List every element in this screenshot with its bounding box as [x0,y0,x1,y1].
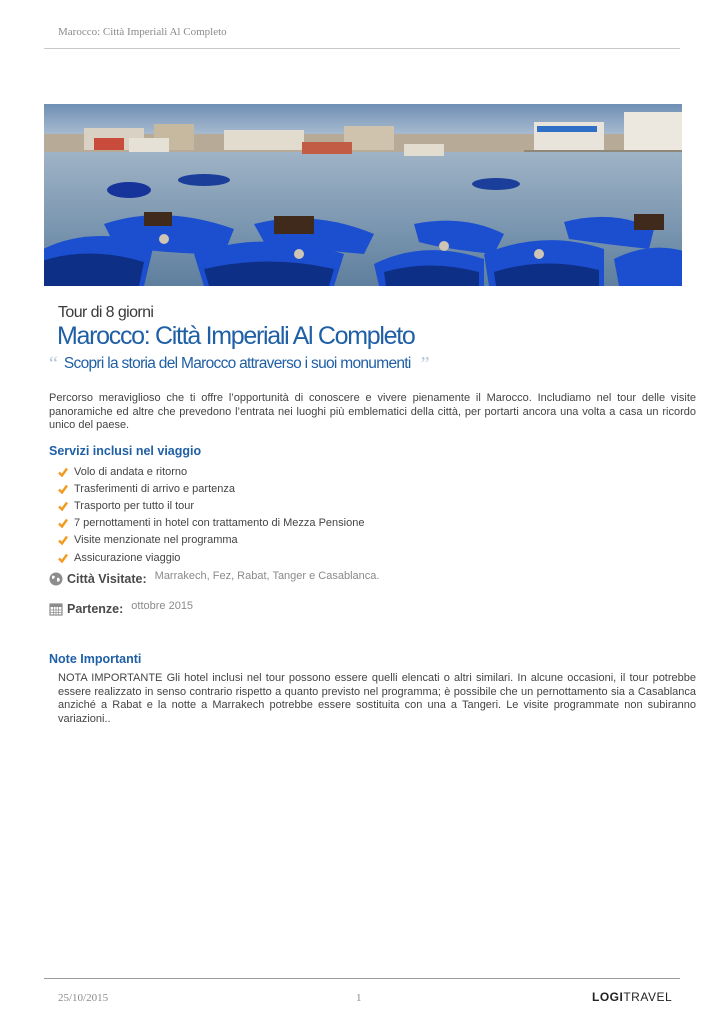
footer-date: 25/10/2015 [58,992,109,1004]
footer-divider [44,978,680,979]
brand-logo-bold: LOGI [592,990,624,1004]
check-icon [58,535,68,545]
calendar-icon [49,602,63,616]
service-item [58,497,364,514]
departures-value: ottobre 2015 [131,600,194,612]
service-item-label: Trasferimenti di arrivo e partenza [74,482,235,495]
service-item [58,463,364,480]
open-quote-icon: “ [49,353,58,375]
cities-visited-row [49,572,379,586]
service-item [58,532,364,549]
hero-image-harbor [44,104,682,286]
brand-logo [592,990,672,1004]
check-icon [58,484,68,494]
service-item [58,480,364,497]
document-header-title: Marocco: Città Imperiali Al Completo [58,26,227,38]
page-number: 1 [356,992,362,1004]
check-icon [58,467,68,477]
service-item [58,515,364,532]
services-heading: Servizi inclusi nel viaggio [49,444,202,458]
check-icon [58,553,68,563]
notes-heading: Note Importanti [49,652,142,666]
tour-title: Marocco: Città Imperiali Al Completo [57,322,415,350]
globe-icon [49,572,63,586]
check-icon [58,518,68,528]
cities-value: Marrakech, Fez, Rabat, Tanger e Casablanca. [154,570,380,582]
check-icon [58,501,68,511]
cities-label: Città Visitate: [67,572,147,586]
service-item-label: Volo di andata e ritorno [74,465,188,478]
service-item-label: Visite menzionate nel programma [74,534,238,547]
tour-subtitle-row [49,354,430,374]
departures-label: Partenze: [67,602,124,616]
service-item-label: Trasporto per tutto il tour [74,499,195,512]
service-item-label: 7 pernottamenti in hotel con trattamento di Mezza Pensione [74,517,365,530]
brand-logo-light: TRAVEL [623,990,673,1004]
services-list [58,463,364,566]
close-quote-icon: ” [420,353,430,375]
tour-duration: Tour di 8 giorni [58,304,154,321]
notes-paragraph: NOTA IMPORTANTE Gli hotel inclusi nel tour possono essere quelli elencati o altri similari. In alcune occasioni, il tour potrebbe essere realizzato in senso contrario rispetto a quanto previsto nel programma; è possibile che un pernottamento sia a Casablanca anziché a Rabat e la notte a Marrakech potrebbe essere sostituita con una a Tangeri. Le visite programmate non subiranno variazioni.. [58,672,696,725]
tour-subtitle: Scopri la storia del Marocco attraverso i suoi monumenti [63,355,411,372]
service-item [58,549,364,566]
service-item-label: Assicurazione viaggio [74,551,181,564]
departures-row [49,602,193,616]
intro-paragraph: Percorso meraviglioso che ti offre l’opportunità di conoscere e vivere pienamente il Marocco. Includiamo nel tour delle visite panoramiche ed altre che prevedono l’entrata nei luoghi più emblematici della città, per portarti ancora una volta a casa un ricordo unico del paese. [49,392,696,432]
header-divider [44,48,680,49]
